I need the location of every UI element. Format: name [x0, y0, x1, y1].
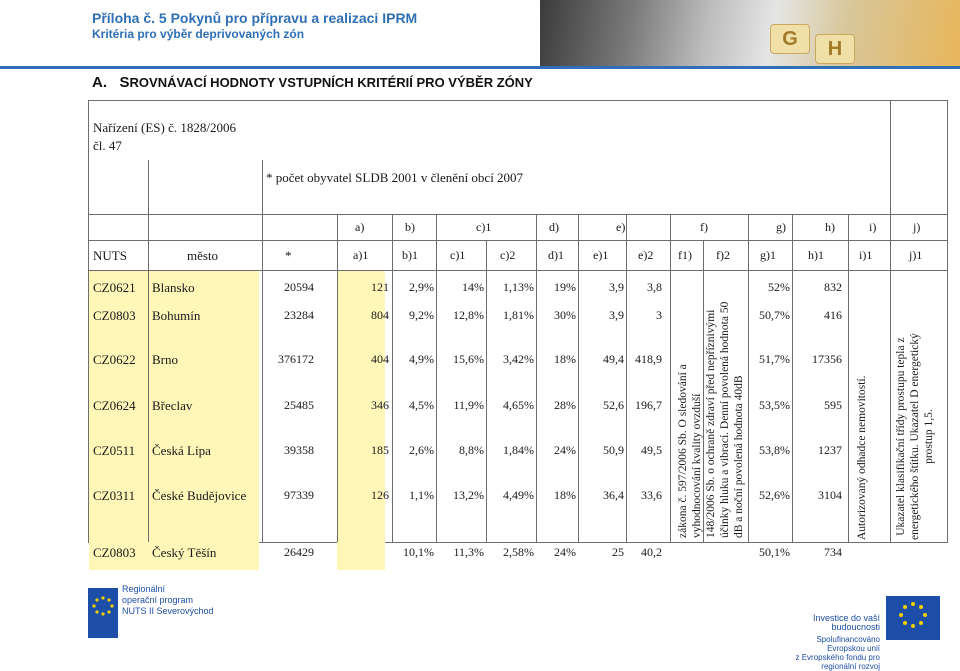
column-rule [148, 160, 149, 542]
note-air-quality [676, 364, 704, 538]
cell-b1: 9,2% [409, 308, 434, 322]
cell-population: 97339 [284, 488, 314, 502]
cell-population: 26429 [284, 545, 314, 559]
cell-c2: 2,58% [503, 545, 534, 559]
note-line: Ukazatel klasifikační třídy prostupu tepla z [895, 337, 907, 536]
group-header-b: b) [405, 220, 415, 234]
cell-d1: 30% [554, 308, 576, 322]
col-header-c2: c)2 [500, 248, 516, 262]
cell-nuts: CZ0311 [93, 488, 136, 503]
cell-c2: 3,42% [503, 352, 534, 366]
cell-population: 20594 [284, 280, 314, 294]
cell-g1: 50,1% [759, 545, 790, 559]
cell-population: 25485 [284, 398, 314, 412]
col-header-e1: e)1 [593, 248, 609, 262]
col-header-e2: e)2 [638, 248, 654, 262]
document-header [0, 0, 960, 70]
column-rule [337, 214, 338, 542]
col-header-city: město [187, 248, 219, 263]
cell-a1: 346 [371, 398, 389, 412]
cell-nuts: CZ0511 [93, 443, 136, 458]
column-rule [262, 160, 263, 542]
note-line: účinky hluku a vibrací. Denní povolená hodnota 50 [719, 301, 731, 538]
cell-e1: 50,9 [603, 443, 624, 457]
header-photo [540, 0, 960, 66]
cell-e2: 3 [656, 308, 662, 322]
cell-c1: 15,6% [453, 352, 484, 366]
cell-b1: 2,9% [409, 280, 434, 294]
cell-a1: 126 [371, 488, 389, 502]
cell-g1: 52% [768, 280, 790, 294]
cell-e1: 3,9 [609, 308, 624, 322]
cell-c2: 4,65% [503, 398, 534, 412]
section-title: ROVNÁVACÍ HODNOTY VSTUPNÍCH KRITÉRIÍ PRO VÝBĚR ZÓNY [129, 75, 533, 90]
cell-c2: 1,84% [503, 443, 534, 457]
cell-population: 23284 [284, 308, 314, 322]
column-rule [890, 100, 891, 542]
table-rule [88, 240, 948, 241]
cell-population: 39358 [284, 443, 314, 457]
note-line: dB a noční povolená hodnota 40dB [733, 375, 745, 538]
cell-e2: 40,2 [641, 545, 662, 559]
cell-d1: 28% [554, 398, 576, 412]
keyboard-key-h: H [815, 34, 855, 64]
cell-city: Česká Lípa [152, 443, 211, 458]
cell-h1: 416 [824, 308, 842, 322]
cell-e2: 33,6 [641, 488, 662, 502]
cell-d1: 18% [554, 488, 576, 502]
group-header-j: j) [913, 220, 921, 234]
eu-flag-icon [88, 588, 118, 638]
cell-city: Český Těšín [152, 545, 217, 560]
note-line: prostup 1,5. [923, 409, 935, 464]
cell-b1: 1,1% [409, 488, 434, 502]
cell-d1: 19% [554, 280, 576, 294]
cell-b1: 4,5% [409, 398, 434, 412]
cell-c2: 4,49% [503, 488, 534, 502]
cell-e2: 49,5 [641, 443, 662, 457]
cell-city: Brno [152, 352, 178, 367]
col-header-f1: f1) [678, 248, 692, 262]
cell-b1: 10,1% [403, 545, 434, 559]
group-header-f: f) [700, 220, 708, 234]
col-header-a1: a)1 [353, 248, 369, 262]
cell-c1: 13,2% [453, 488, 484, 502]
cell-e2: 3,8 [647, 280, 662, 294]
cell-e1: 3,9 [609, 280, 624, 294]
note-appraiser: Autorizovaný odhadce nemovitostí. [856, 375, 868, 540]
col-header-d1: d)1 [548, 248, 564, 262]
cell-a1: 804 [371, 308, 389, 322]
group-header-e: e) [616, 220, 626, 234]
group-header-c1: c)1 [476, 220, 492, 234]
document-subtitle: Kritéria pro výběr deprivovaných zón [92, 27, 305, 41]
program-line: operační program [122, 595, 194, 605]
cell-h1: 595 [824, 398, 842, 412]
cell-c2: 1,13% [503, 280, 534, 294]
cell-c1: 11,9% [453, 398, 484, 412]
group-header-a: a) [355, 220, 365, 234]
cell-e1: 36,4 [603, 488, 624, 502]
cell-g1: 53,8% [759, 443, 790, 457]
cell-c1: 12,8% [453, 308, 484, 322]
cell-city: Bohumín [152, 308, 201, 323]
col-header-j1: j)1 [909, 248, 923, 262]
group-header-d: d) [549, 220, 559, 234]
cofinance-text [780, 614, 880, 671]
column-rule [436, 214, 437, 542]
cell-nuts: CZ0803 [93, 545, 136, 560]
cell-d1: 24% [554, 545, 576, 559]
col-header-pop: * [285, 248, 292, 263]
note-line: vyhodnocování kvality ovzduší [691, 393, 703, 538]
cofinance-line: z Evropského fondu pro regionální rozvoj [795, 653, 880, 671]
program-line: NUTS II Severovýchod [122, 606, 214, 616]
program-line: Regionální [122, 584, 166, 594]
cell-h1: 17356 [812, 352, 842, 366]
cell-city: Břeclav [152, 398, 193, 413]
cell-e2: 196,7 [635, 398, 662, 412]
cell-c1: 8,8% [459, 443, 484, 457]
section-letter: A. [92, 74, 107, 91]
cofinance-line: Spolufinancováno Evropskou unií [816, 635, 880, 653]
col-header-h1: h)1 [808, 248, 824, 262]
col-header-nuts: NUTS [93, 248, 127, 263]
cell-h1: 832 [824, 280, 842, 294]
regulation-article: čl. 47 [93, 138, 122, 153]
cell-g1: 50,7% [759, 308, 790, 322]
regulation-label: Nařízení (ES) č. 1828/2006 [93, 120, 236, 135]
cell-b1: 4,9% [409, 352, 434, 366]
cell-d1: 18% [554, 352, 576, 366]
col-header-c1: c)1 [450, 248, 466, 262]
eu-flag-icon [886, 596, 940, 640]
group-header-h: h) [825, 220, 835, 234]
cell-a1: 121 [371, 280, 389, 294]
cell-a1: 404 [371, 352, 389, 366]
cell-nuts: CZ0624 [93, 398, 136, 413]
cell-h1: 1237 [818, 443, 842, 457]
cell-e1: 52,6 [603, 398, 624, 412]
note-line: 148/2006 Sb. o ochraně zdraví před nepříznivými [705, 309, 717, 538]
cell-g1: 53,5% [759, 398, 790, 412]
cell-nuts: CZ0622 [93, 352, 136, 367]
slogan: Investice do vaší budoucnosti [812, 613, 880, 632]
cell-e2: 418,9 [635, 352, 662, 366]
column-rule [670, 214, 671, 542]
cell-h1: 734 [824, 545, 842, 559]
cell-city: České Budějovice [152, 488, 247, 503]
col-header-i1: i)1 [859, 248, 873, 262]
cell-d1: 24% [554, 443, 576, 457]
group-header-i: i) [869, 220, 877, 234]
cell-e1: 25 [612, 545, 624, 559]
note-noise [704, 302, 746, 538]
cell-c1: 11,3% [453, 545, 484, 559]
keyboard-key-g: G [770, 24, 810, 54]
column-rule [848, 214, 849, 542]
note-line: zákona č. 597/2006 Sb. O sledování a [677, 364, 689, 538]
cell-c2: 1,81% [503, 308, 534, 322]
cell-b1: 2,6% [409, 443, 434, 457]
cell-a1: 185 [371, 443, 389, 457]
group-header-g: g) [776, 220, 786, 234]
table-rule [88, 270, 948, 271]
cell-nuts: CZ0803 [93, 308, 136, 323]
population-note: * počet obyvatel SLDB 2001 v členění obcí 2007 [266, 170, 524, 185]
cell-nuts: CZ0621 [93, 280, 136, 295]
note-energy [894, 333, 936, 540]
cell-h1: 3104 [818, 488, 842, 502]
note-line: energetického štítku. Ukazatel D energetický [909, 333, 921, 540]
cell-e1: 49,4 [603, 352, 624, 366]
header-divider [0, 66, 960, 69]
program-label [122, 584, 214, 617]
col-header-f2: f)2 [716, 248, 730, 262]
col-header-g1: g)1 [760, 248, 776, 262]
cell-g1: 52,6% [759, 488, 790, 502]
col-header-b1: b)1 [402, 248, 418, 262]
cell-city: Blansko [152, 280, 195, 295]
cell-c1: 14% [462, 280, 484, 294]
cell-g1: 51,7% [759, 352, 790, 366]
section-initial: S [119, 74, 130, 91]
cell-population: 376172 [278, 352, 314, 366]
document-title: Příloha č. 5 Pokynů pro přípravu a realizaci IPRM [92, 10, 418, 26]
table-rule [88, 214, 948, 215]
section-heading [92, 74, 533, 91]
